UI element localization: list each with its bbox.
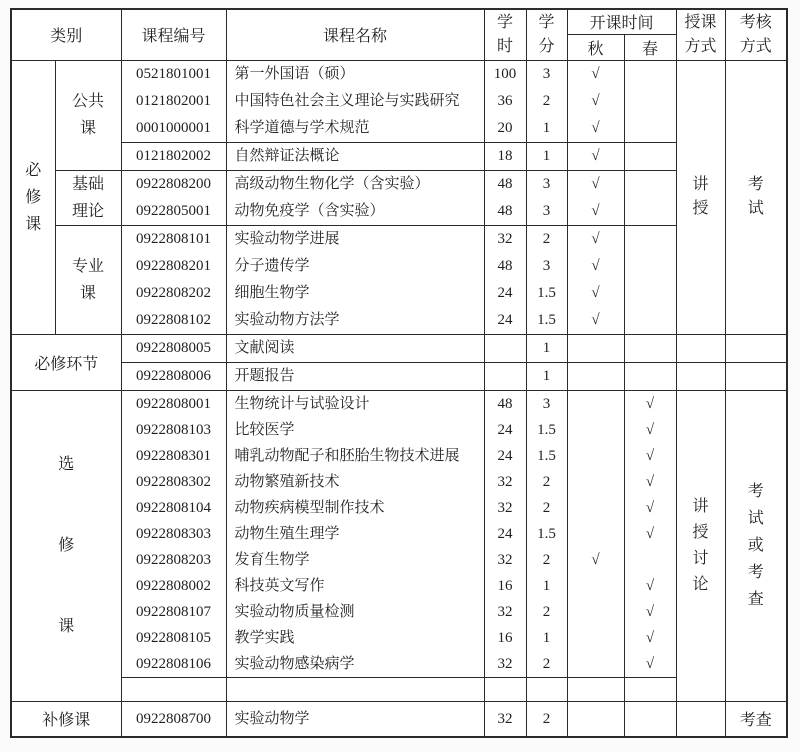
course-name: 实验动物感染病学	[234, 655, 355, 672]
teaching-char: 讲	[692, 176, 709, 193]
cell-teaching-empty	[676, 334, 725, 362]
header-spring	[624, 34, 676, 60]
course-name: 实验动物学进展	[234, 230, 340, 247]
cell-empty	[526, 677, 567, 701]
cell-empty	[567, 677, 624, 701]
cell-assessment-empty	[725, 362, 787, 390]
cell-course-names	[226, 225, 484, 334]
course-credits: 2	[542, 551, 551, 568]
course-hours: 16	[497, 577, 513, 594]
course-credits: 3	[542, 65, 551, 82]
course-credits: 2	[542, 710, 551, 727]
cell-course-codes	[121, 170, 226, 225]
cell-course-codes	[121, 60, 226, 142]
course-code: 0922808200	[136, 175, 211, 192]
cell-fall	[567, 390, 624, 677]
fall-check-mark: √	[591, 257, 600, 274]
cell-spring	[624, 334, 676, 362]
cell-empty	[226, 677, 484, 701]
course-credits: 2	[542, 499, 551, 516]
header-hours-line: 时	[496, 37, 513, 55]
spring-check-mark: √	[645, 629, 655, 646]
cell-hours	[484, 390, 526, 677]
subcategory-line: 基础	[71, 175, 104, 193]
teaching-char: 讲	[692, 497, 709, 515]
course-code: 0922808102	[136, 311, 211, 328]
header-teaching-line: 方式	[684, 37, 717, 55]
course-name: 自然辩证法概论	[234, 147, 340, 164]
cell-spring	[624, 170, 676, 225]
course-code: 0922808005	[136, 339, 211, 356]
cell-fall-empty	[567, 701, 624, 737]
course-name: 实验动物学	[234, 710, 310, 727]
course-hours: 24	[497, 421, 513, 438]
spring-check-mark: √	[645, 603, 655, 620]
spring-check-mark: √	[645, 421, 655, 438]
cell-spring	[624, 362, 676, 390]
cell-fall	[567, 334, 624, 362]
subcategory-line: 课	[79, 120, 96, 137]
course-name: 高级动物生物化学（含实验）	[234, 175, 430, 192]
course-name: 动物繁殖新技术	[234, 473, 340, 490]
cell-spring	[624, 142, 676, 170]
header-teaching	[676, 9, 725, 60]
category-elective-courses	[11, 390, 121, 701]
cell-course-names	[226, 142, 484, 170]
course-code: 0922808001	[136, 395, 211, 412]
cell-course-codes	[121, 390, 226, 677]
fall-check-mark	[568, 495, 624, 521]
spring-check-mark	[625, 171, 676, 198]
header-hours	[484, 9, 526, 60]
spring-check-mark: √	[645, 655, 655, 672]
cell-spring	[624, 390, 676, 677]
subcategory-basic-theory	[55, 170, 121, 225]
fall-check-mark	[568, 521, 624, 547]
teaching-char: 授	[692, 523, 709, 541]
fall-check-mark: √	[591, 284, 600, 301]
spring-check-mark	[625, 547, 676, 573]
subcategory-public-courses	[55, 60, 121, 170]
header-spring-label: 春	[641, 40, 658, 58]
spring-check-mark: √	[645, 473, 655, 490]
course-name: 哺乳动物配子和胚胎生物技术进展	[234, 447, 460, 464]
fall-check-mark	[568, 573, 624, 599]
cell-hours	[484, 225, 526, 334]
course-name: 文献阅读	[234, 339, 295, 356]
course-name: 分子遗传学	[234, 257, 310, 274]
table-row	[11, 390, 787, 677]
fall-check-mark	[568, 651, 624, 677]
table-row	[11, 225, 787, 334]
header-credits-line: 学	[538, 13, 555, 31]
course-code: 0922808203	[136, 551, 211, 568]
header-assessment	[725, 9, 787, 60]
course-code: 0922808700	[136, 710, 211, 727]
header-fall	[567, 34, 624, 60]
course-hours: 48	[497, 202, 513, 219]
assessment-char: 考	[747, 483, 764, 500]
spring-check-mark	[625, 198, 676, 225]
cell-course-codes	[121, 225, 226, 334]
course-credits: 2	[542, 603, 551, 620]
header-credits-line: 分	[538, 37, 555, 55]
cell-hours	[484, 362, 526, 390]
course-hours	[485, 335, 526, 362]
fall-check-mark	[568, 417, 624, 443]
assessment-check	[725, 701, 787, 737]
course-hours: 24	[497, 525, 513, 542]
spring-check-mark: √	[645, 447, 655, 464]
spring-check-mark	[625, 253, 676, 280]
course-name: 科学道德与学术规范	[234, 119, 370, 136]
cell-empty	[121, 677, 226, 701]
cell-credits	[526, 225, 567, 334]
course-credits: 1	[542, 629, 551, 646]
course-hours: 48	[497, 257, 513, 274]
course-name: 第一外国语（硕）	[234, 65, 355, 82]
header-hours-line: 学	[496, 13, 513, 31]
cell-fall	[567, 362, 624, 390]
cell-hours	[484, 701, 526, 737]
fall-check-mark	[568, 469, 624, 495]
fall-check-mark: √	[591, 230, 600, 247]
assessment-char: 考	[747, 176, 764, 193]
course-credits: 1	[542, 147, 551, 164]
course-credits: 1	[542, 339, 551, 356]
cell-course-names	[226, 362, 484, 390]
course-code: 0922808303	[136, 525, 211, 542]
category-required-courses	[11, 60, 55, 334]
cell-hours	[484, 334, 526, 362]
course-code: 0521801001	[136, 65, 211, 82]
course-credits: 3	[542, 257, 551, 274]
course-hours: 32	[497, 499, 513, 516]
fall-check-mark: √	[591, 147, 600, 164]
course-credits: 1.5	[537, 311, 556, 328]
table-row	[11, 9, 787, 34]
teaching-char: 论	[692, 575, 709, 593]
table-row	[11, 334, 787, 362]
fall-check-mark: √	[591, 311, 600, 328]
cell-spring	[624, 60, 676, 142]
table-row	[11, 142, 787, 170]
spring-check-mark: √	[645, 395, 655, 412]
course-code: 0922808106	[136, 655, 211, 672]
teaching-char: 讨	[692, 549, 709, 567]
assessment-char: 考	[747, 564, 764, 581]
course-code: 0121802002	[136, 147, 211, 164]
course-name: 发育生物学	[234, 551, 310, 568]
spring-check-mark	[625, 115, 676, 142]
category-required-steps	[11, 334, 121, 390]
course-code: 0922808302	[136, 473, 211, 490]
course-credits: 1.5	[537, 421, 556, 438]
assessment-label: 考查	[739, 712, 772, 729]
course-hours: 32	[497, 473, 513, 490]
curriculum-table	[10, 8, 788, 738]
course-hours: 32	[497, 603, 513, 620]
category-char: 修	[25, 188, 42, 206]
spring-check-mark	[625, 307, 676, 334]
cell-hours	[484, 142, 526, 170]
category-char: 修	[58, 537, 75, 554]
cell-course-names	[226, 170, 484, 225]
spring-check-mark	[625, 143, 676, 170]
subcategory-line: 专业	[71, 257, 104, 275]
course-credits: 2	[542, 92, 551, 109]
table-row	[11, 362, 787, 390]
cell-fall	[567, 142, 624, 170]
fall-check-mark	[568, 599, 624, 625]
course-code: 0922808202	[136, 284, 211, 301]
fall-check-mark	[568, 335, 624, 362]
course-name: 比较医学	[234, 421, 295, 438]
header-assessment-line: 方式	[739, 37, 772, 55]
cell-credits	[526, 142, 567, 170]
course-credits: 1	[542, 577, 551, 594]
cell-fall	[567, 60, 624, 142]
spring-check-mark	[625, 88, 676, 115]
course-name: 教学实践	[234, 629, 295, 646]
course-credits: 3	[542, 175, 551, 192]
course-name: 中国特色社会主义理论与实践研究	[234, 92, 460, 109]
spring-check-mark	[625, 61, 676, 88]
course-name: 生物统计与试验设计	[234, 395, 370, 412]
spring-check-mark: √	[645, 577, 655, 594]
course-credits: 3	[542, 395, 551, 412]
cell-spring-empty	[624, 701, 676, 737]
cell-course-names	[226, 60, 484, 142]
cell-course-codes	[121, 701, 226, 737]
fall-check-mark: √	[591, 202, 600, 219]
assessment-char: 试	[747, 510, 764, 527]
course-credits: 1.5	[537, 284, 556, 301]
header-course-code	[121, 9, 226, 60]
subcategory-line: 课	[79, 284, 96, 302]
teaching-method-lecture-discussion	[676, 390, 725, 701]
course-name: 开题报告	[234, 367, 295, 384]
header-category	[11, 9, 121, 60]
fall-check-mark	[568, 363, 624, 390]
section-label: 必修环节	[34, 355, 99, 373]
header-fall-label: 秋	[587, 40, 604, 58]
fall-check-mark: √	[591, 92, 600, 109]
table-row	[11, 677, 787, 701]
header-category-label: 类别	[50, 28, 83, 46]
course-code: 0922808104	[136, 499, 211, 516]
header-semester	[567, 9, 676, 34]
header-course-name-label: 课程名称	[322, 28, 387, 46]
cell-course-codes	[121, 142, 226, 170]
course-hours: 16	[497, 629, 513, 646]
category-char: 课	[58, 618, 75, 635]
fall-check-mark	[568, 625, 624, 651]
course-credits: 2	[542, 473, 551, 490]
course-hours: 18	[497, 147, 513, 164]
course-credits: 2	[542, 655, 551, 672]
course-hours: 100	[493, 65, 517, 82]
assessment-char: 试	[747, 200, 764, 217]
header-assessment-line: 考核	[739, 13, 772, 31]
course-hours: 24	[497, 311, 513, 328]
course-credits: 2	[542, 230, 551, 247]
course-name: 动物免疫学（含实验）	[234, 202, 385, 219]
fall-check-mark: √	[591, 551, 600, 568]
course-hours: 32	[497, 710, 513, 727]
course-name: 细胞生物学	[234, 284, 310, 301]
teaching-method-lecture	[676, 60, 725, 334]
course-code: 0922808006	[136, 367, 211, 384]
cell-hours	[484, 170, 526, 225]
fall-check-mark	[568, 443, 624, 469]
course-code: 0121802001	[136, 92, 211, 109]
assessment-exam-or-check	[725, 390, 787, 701]
spring-check-mark	[625, 335, 676, 362]
course-credits: 1	[542, 119, 551, 136]
cell-spring	[624, 225, 676, 334]
cell-fall	[567, 170, 624, 225]
category-char: 课	[25, 215, 42, 233]
teaching-char: 授	[692, 200, 709, 217]
course-name: 实验动物方法学	[234, 311, 340, 328]
course-name: 动物生殖生理学	[234, 525, 340, 542]
assessment-exam	[725, 60, 787, 334]
cell-credits	[526, 701, 567, 737]
course-hours: 24	[497, 284, 513, 301]
cell-teaching-empty	[676, 362, 725, 390]
cell-course-names	[226, 390, 484, 677]
cell-empty	[624, 677, 676, 701]
cell-course-codes	[121, 362, 226, 390]
assessment-char: 查	[747, 591, 764, 608]
cell-fall	[567, 225, 624, 334]
course-credits: 1	[542, 367, 551, 384]
fall-check-mark: √	[591, 175, 600, 192]
course-code: 0922808101	[136, 230, 211, 247]
subcategory-line: 理论	[71, 202, 104, 220]
course-code: 0922808201	[136, 257, 211, 274]
table-row	[11, 701, 787, 737]
course-code: 0922808103	[136, 421, 211, 438]
cell-credits	[526, 362, 567, 390]
course-name: 实验动物质量检测	[234, 603, 355, 620]
subcategory-specialized-courses	[55, 225, 121, 334]
spring-check-mark	[625, 280, 676, 307]
spring-check-mark	[625, 363, 676, 390]
header-semester-label: 开课时间	[589, 15, 654, 33]
course-code: 0922808105	[136, 629, 211, 646]
course-credits: 3	[542, 202, 551, 219]
category-char: 选	[58, 456, 75, 473]
cell-empty	[484, 677, 526, 701]
course-name: 科技英文写作	[234, 577, 325, 594]
header-course-code-label: 课程编号	[141, 28, 206, 46]
cell-credits	[526, 60, 567, 142]
course-hours: 36	[497, 92, 513, 109]
course-hours: 20	[497, 119, 513, 136]
spring-check-mark: √	[645, 525, 655, 542]
section-label: 补修课	[42, 712, 91, 729]
cell-teaching-empty	[676, 701, 725, 737]
course-credits: 1.5	[537, 447, 556, 464]
course-code: 0922805001	[136, 202, 211, 219]
fall-check-mark: √	[591, 119, 600, 136]
cell-credits	[526, 390, 567, 677]
spring-check-mark	[625, 226, 676, 253]
course-code: 0001000001	[136, 119, 211, 136]
cell-hours	[484, 60, 526, 142]
category-char: 必	[25, 161, 42, 179]
course-hours: 24	[497, 447, 513, 464]
header-credits	[526, 9, 567, 60]
course-code: 0922808002	[136, 577, 211, 594]
course-hours: 32	[497, 655, 513, 672]
course-hours: 48	[497, 175, 513, 192]
cell-course-names	[226, 701, 484, 737]
header-teaching-line: 授课	[684, 13, 717, 31]
cell-credits	[526, 334, 567, 362]
table-row	[11, 60, 787, 142]
header-course-name	[226, 9, 484, 60]
course-code: 0922808301	[136, 447, 211, 464]
course-hours	[485, 363, 526, 390]
table-row	[11, 170, 787, 225]
fall-check-mark	[568, 391, 624, 417]
cell-assessment-empty	[725, 334, 787, 362]
course-credits: 1.5	[537, 525, 556, 542]
course-hours: 48	[497, 395, 513, 412]
category-supplementary-courses	[11, 701, 121, 737]
course-hours: 32	[497, 551, 513, 568]
cell-course-codes	[121, 334, 226, 362]
cell-course-names	[226, 334, 484, 362]
fall-check-mark: √	[591, 65, 600, 82]
course-hours: 32	[497, 230, 513, 247]
subcategory-line: 公共	[71, 93, 104, 110]
course-code: 0922808107	[136, 603, 211, 620]
course-name: 动物疾病模型制作技术	[234, 499, 385, 516]
assessment-char: 或	[747, 537, 764, 554]
spring-check-mark: √	[645, 499, 655, 516]
cell-credits	[526, 170, 567, 225]
